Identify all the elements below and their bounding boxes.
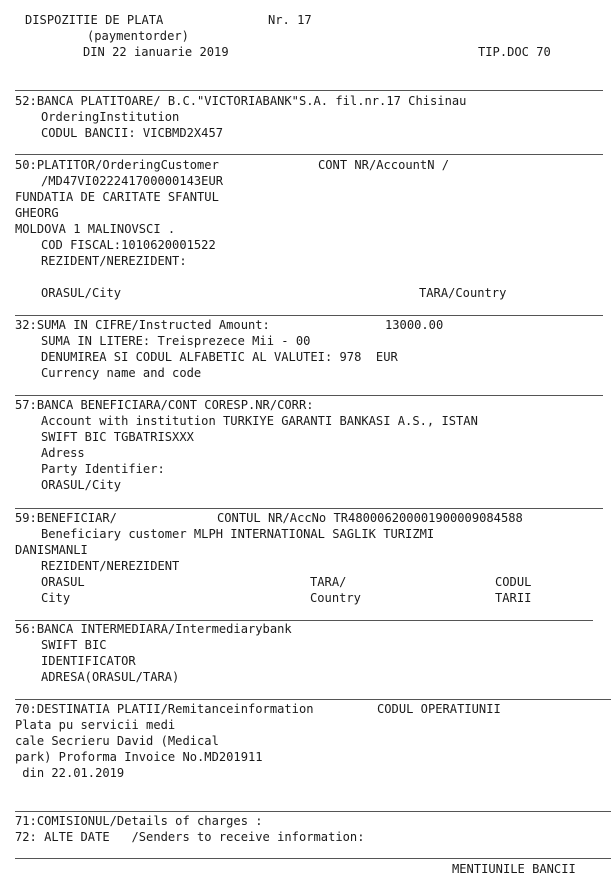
party-identifier: Party Identifier: — [41, 462, 165, 476]
account-with-institution: Account with institution TURKIYE GARANTI BANKASI A.S., ISTAN — [41, 414, 478, 428]
payer-country: TARA/Country — [419, 286, 507, 300]
divider — [15, 315, 603, 316]
beneficiary-country-code-label: CODUL — [495, 575, 532, 589]
divider — [15, 699, 611, 700]
payer-fiscal-code: COD FISCAL:1010620001522 — [41, 238, 216, 252]
currency-label: Currency name and code — [41, 366, 202, 380]
document-date: DIN 22 ianuarie 2019 — [83, 45, 229, 59]
beneficiary-label: 59:BENEFICIAR/ — [15, 511, 117, 525]
intermediary-swift: SWIFT BIC — [41, 638, 107, 652]
document-number: Nr. 17 — [268, 13, 312, 27]
beneficiary-bank-label: 57:BANCA BENEFICIARA/CONT CORESP.NR/CORR: — [15, 398, 314, 412]
beneficiary-country-label: TARA/ — [310, 575, 347, 589]
beneficiary-bank-city: ORASUL/City — [41, 478, 122, 492]
payer-city: ORASUL/City — [41, 286, 122, 300]
beneficiary-country: Country — [310, 591, 361, 605]
divider — [15, 90, 603, 91]
beneficiary-city: City — [41, 591, 71, 605]
beneficiary-city-label: ORASUL — [41, 575, 85, 589]
beneficiary-name-line2: DANISMANLI — [15, 543, 88, 557]
beneficiary-country-code: TARII — [495, 591, 532, 605]
remittance-label: 70:DESTINATIA PLATII/Remitanceinformation — [15, 702, 314, 716]
divider — [15, 811, 611, 812]
remittance-line2: cale Secrieru David (Medical — [15, 734, 219, 748]
instructed-amount-label: 32:SUMA IN CIFRE/Instructed Amount: — [15, 318, 270, 332]
charges-details: 71:COMISIONUL/Details of charges : — [15, 814, 263, 828]
document-type: TIP.DOC 70 — [478, 45, 551, 59]
document-subtitle: (paymentorder) — [87, 29, 189, 43]
payer-name-line2: GHEORG — [15, 206, 59, 220]
document-title: DISPOZITIE DE PLATA — [25, 13, 164, 27]
beneficiary-account: CONTUL NR/AccNo TR480006200001900009084588 — [217, 511, 523, 525]
beneficiary-bank-address: Adress — [41, 446, 85, 460]
intermediary-identifier: IDENTIFICATOR — [41, 654, 136, 668]
ordering-institution-label: OrderingInstitution — [41, 110, 180, 124]
beneficiary-customer: Beneficiary customer MLPH INTERNATIONAL SAGLIK TURIZMI — [41, 527, 435, 541]
operation-code-label: CODUL OPERATIUNII — [377, 702, 501, 716]
payer-name-line1: FUNDATIA DE CARITATE SFANTUL — [15, 190, 219, 204]
payer-address: MOLDOVA 1 MALINOVSCI . — [15, 222, 176, 236]
divider — [15, 395, 603, 396]
account-number-label: CONT NR/AccountN / — [318, 158, 450, 172]
divider — [15, 858, 611, 859]
remittance-line4: din 22.01.2019 — [15, 766, 125, 780]
intermediary-bank-label: 56:BANCA INTERMEDIARA/Intermediarybank — [15, 622, 292, 636]
ordering-customer-label: 50:PLATITOR/OrderingCustomer — [15, 158, 219, 172]
amount-in-words: SUMA IN LITERE: Treisprezece Mii - 00 — [41, 334, 311, 348]
intermediary-address: ADRESA(ORASUL/TARA) — [41, 670, 180, 684]
payer-residency: REZIDENT/NEREZIDENT: — [41, 254, 187, 268]
remittance-line1: Plata pu servicii medi — [15, 718, 176, 732]
divider — [15, 154, 603, 155]
instructed-amount: 13000.00 — [385, 318, 444, 332]
bank-mentions: MENTIUNILE BANCII — [452, 862, 576, 876]
beneficiary-bank-swift: SWIFT BIC TGBATRISXXX — [41, 430, 194, 444]
ordering-bank-line: 52:BANCA PLATITOARE/ B.C."VICTORIABANK"S.A. fil.nr.17 Chisinau — [15, 94, 467, 108]
payer-account: /MD47VI022241700000143EUR — [41, 174, 224, 188]
sender-information: 72: ALTE DATE /Senders to receive information: — [15, 830, 365, 844]
divider — [15, 508, 603, 509]
currency-code: DENUMIREA SI CODUL ALFABETIC AL VALUTEI: 978 EUR — [41, 350, 398, 364]
beneficiary-residency: REZIDENT/NEREZIDENT — [41, 559, 180, 573]
bank-code: CODUL BANCII: VICBMD2X457 — [41, 126, 224, 140]
remittance-line3: park) Proforma Invoice No.MD201911 — [15, 750, 263, 764]
